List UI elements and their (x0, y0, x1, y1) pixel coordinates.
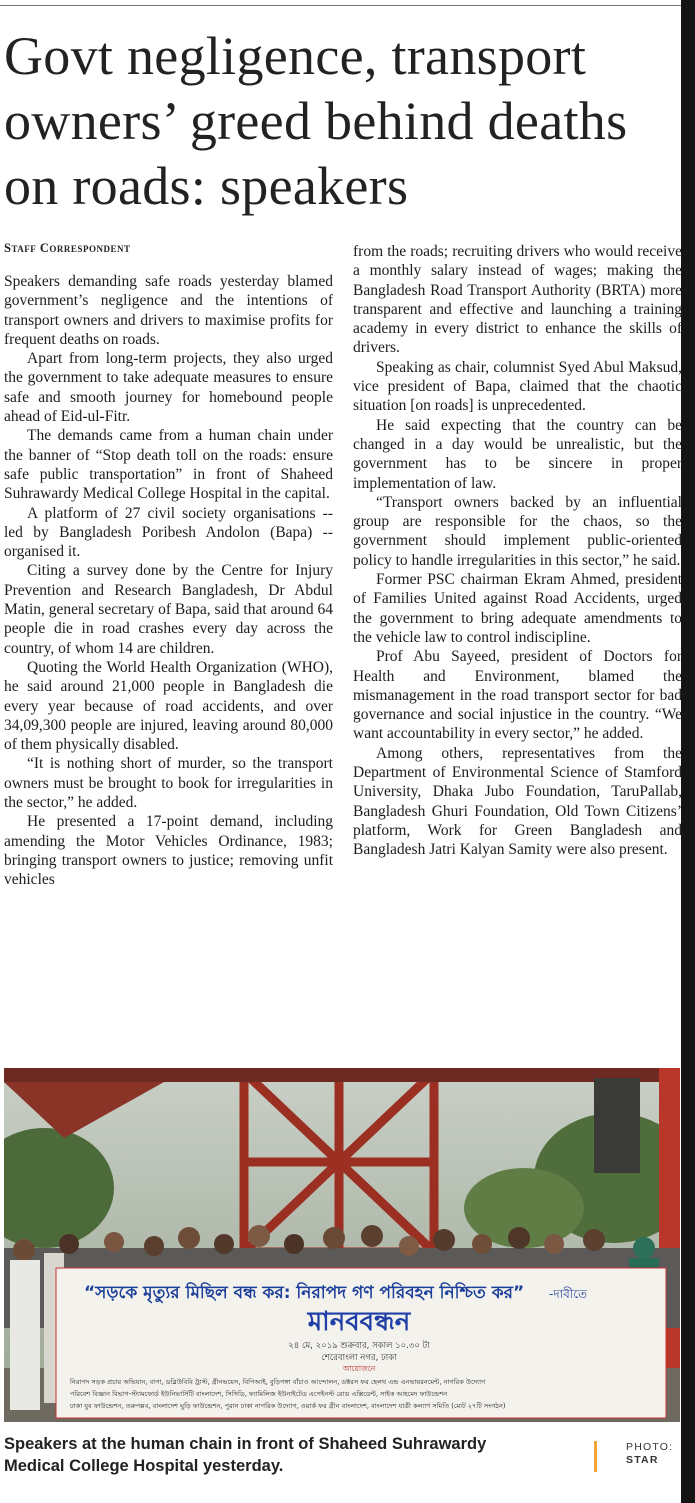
red-gate (244, 1072, 434, 1252)
credit-accent-bar (594, 1441, 597, 1472)
paragraph: Former PSC chairman Ekram Ahmed, president of Families United against Road Accidents, urged the government to bring adequate amendments to the vehicle law to control indiscipline. (353, 571, 682, 646)
protest-banner (56, 1268, 666, 1418)
photo-caption: Speakers at the human chain in front of Shaheed Suhrawardy Medical College Hospital yesterday. (4, 1435, 487, 1475)
banner-title: মানববন্ধন (307, 1307, 411, 1337)
traffic-light (594, 1078, 640, 1173)
top-rule (0, 5, 695, 6)
banner-org-line: নিরাপদ সড়ক প্রচার অভিযান, বাপা, ডব্লিউবিবি ট্রাস্ট, গ্রীনভয়েস, বিপিআই, বুড়িগঙ্গা বাঁচাও আন্দোলন, ডক্টরস ফর হেলথ এন্ড এনভায়রনমেন্ট, নাগরিক উদ্যোগ (70, 1378, 486, 1386)
paragraph: Quoting the World Health Organization (WHO), he said around 21,000 people in Bangladesh die every year because of road accidents, and over 34,09,300 people are injured, leaving around 80,000 of them physically disabled. (4, 658, 333, 754)
banner-org-line: পরিবেশ বিজ্ঞান বিভাগ-স্ট্যামফোর্ড ইউনিভার্সিটি বাংলাদেশ, সিসিডি, ফ্যামিলিজ ইউনাইটেড এগেইনস্ট রোড এক্সিডেন্ট, সাইক আহমেদ ফাউন্ডেশন (70, 1390, 448, 1398)
paragraph: Apart from long-term projects, they also urged the government to take adequate measures to ensure safe and smooth journey for homebound people ahead of Eid-ul-Fitr. (4, 350, 333, 426)
headline: Govt negligence, transport owners’ greed behind deaths on roads: speakers (4, 26, 628, 216)
paragraph: The demands came from a human chain under the banner of “Stop death toll on the roads: ensure safe public transportation” in front of Shaheed Suhrawardy Medical College Hospital in the capital. (4, 427, 333, 503)
paragraph: A platform of 27 civil society organisations -- led by Bangladesh Poribesh Andolon (Bapa) -- organised it. (4, 504, 333, 561)
byline: Staff Correspondent (4, 241, 131, 255)
paragraph: He said expecting that the country can be changed in a day would be unrealistic, but the government has to be sincere in proper implementation of law. (353, 416, 682, 492)
news-photo (4, 1068, 680, 1422)
photo-credit-label: PHOTO: (626, 1441, 674, 1453)
banner-suffix: -দাবীতে (549, 1287, 588, 1301)
banner-date: ২৪ মে, ২০১৯ শুক্রবার, সকাল ১০.৩০ টা (288, 1341, 430, 1351)
paragraph: Speaking as chair, columnist Syed Abul Maksud, vice president of Bapa, claimed that the chaotic situation [on roads] is unprecedented. (353, 358, 682, 415)
photo-credit-source: STAR (626, 1454, 659, 1466)
paragraph: “It is nothing short of murder, so the transport owners must be brought to book for irregularities in the sector,” he added. (4, 755, 333, 812)
photo-credit (626, 1441, 682, 1467)
paragraph: from the roads; recruiting drivers who would receive a monthly salary instead of wages; making the Bangladesh Road Transport Authority (BRTA) more transparent and effective and launching a training academy in every district to enhance the skills of drivers. (353, 243, 682, 357)
paragraph: Citing a survey done by the Centre for Injury Prevention and Research Bangladesh, Dr Abdul Matin, general secretary of Bapa, said that around 64 people die in road crashes every day across the country, of whom 14 are children. (4, 562, 333, 657)
paragraph: Speakers demanding safe roads yesterday blamed government’s negligence and the intentions of transport owners and drivers to maximise profits for frequent deaths on roads. (4, 273, 333, 348)
article-column-1 (4, 272, 333, 890)
paragraph: Among others, representatives from the Department of Environmental Science of Stamford University, Dhaka Jubo Foundation, TaruPallab, Bangladesh Ghuri Foundation, Old Town Citizens’ platform, Work for Green Bangladesh and Bangladesh Jatri Kalyan Samity were also present. (353, 744, 682, 859)
banner-org-line: ঢাকা যুব ফাউন্ডেশন, তরুপল্লব, বাংলাদেশ ঘুড়ি ফাউন্ডেশন, পুরান ঢাকা নাগরিক উদ্যোগ, ওয়ার্ক ফর গ্রীন বাংলাদেশ, বাংলাদেশ যাত্রী কল্যাণ সমিতি (মোট ২৭টি সংগঠন) (70, 1402, 506, 1410)
banner-place: শেরেবাংলা নগর, ঢাকা (321, 1353, 397, 1363)
article-column-2 (353, 242, 682, 860)
human-chain-photo-illustration (4, 1068, 680, 1422)
paragraph: “Transport owners backed by an influential group are responsible for the chaos, so the government should implement public-oriented policy to handle irregularities in this sector,” he said. (353, 493, 682, 569)
banner-organizer: আয়োজনে (342, 1364, 376, 1373)
paragraph: Prof Abu Sayeed, president of Doctors for Health and Environment, blamed the mismanagement in the road transport sector for bad governance and social injustice in the country. “We want accountability in every sector,” he added. (353, 648, 682, 743)
banner-slogan: “সড়কে মৃত্যুর মিছিল বন্ধ কর: নিরাপদ গণ পরিবহন নিশ্চিত কর” (84, 1283, 525, 1303)
paragraph: He presented a 17-point demand, including amending the Motor Vehicles Ordinance, 1983; bringing transport owners to justice; removing unfit vehicles (4, 813, 333, 889)
page-edge-bar (681, 0, 695, 1503)
gate-beam (4, 1068, 680, 1082)
